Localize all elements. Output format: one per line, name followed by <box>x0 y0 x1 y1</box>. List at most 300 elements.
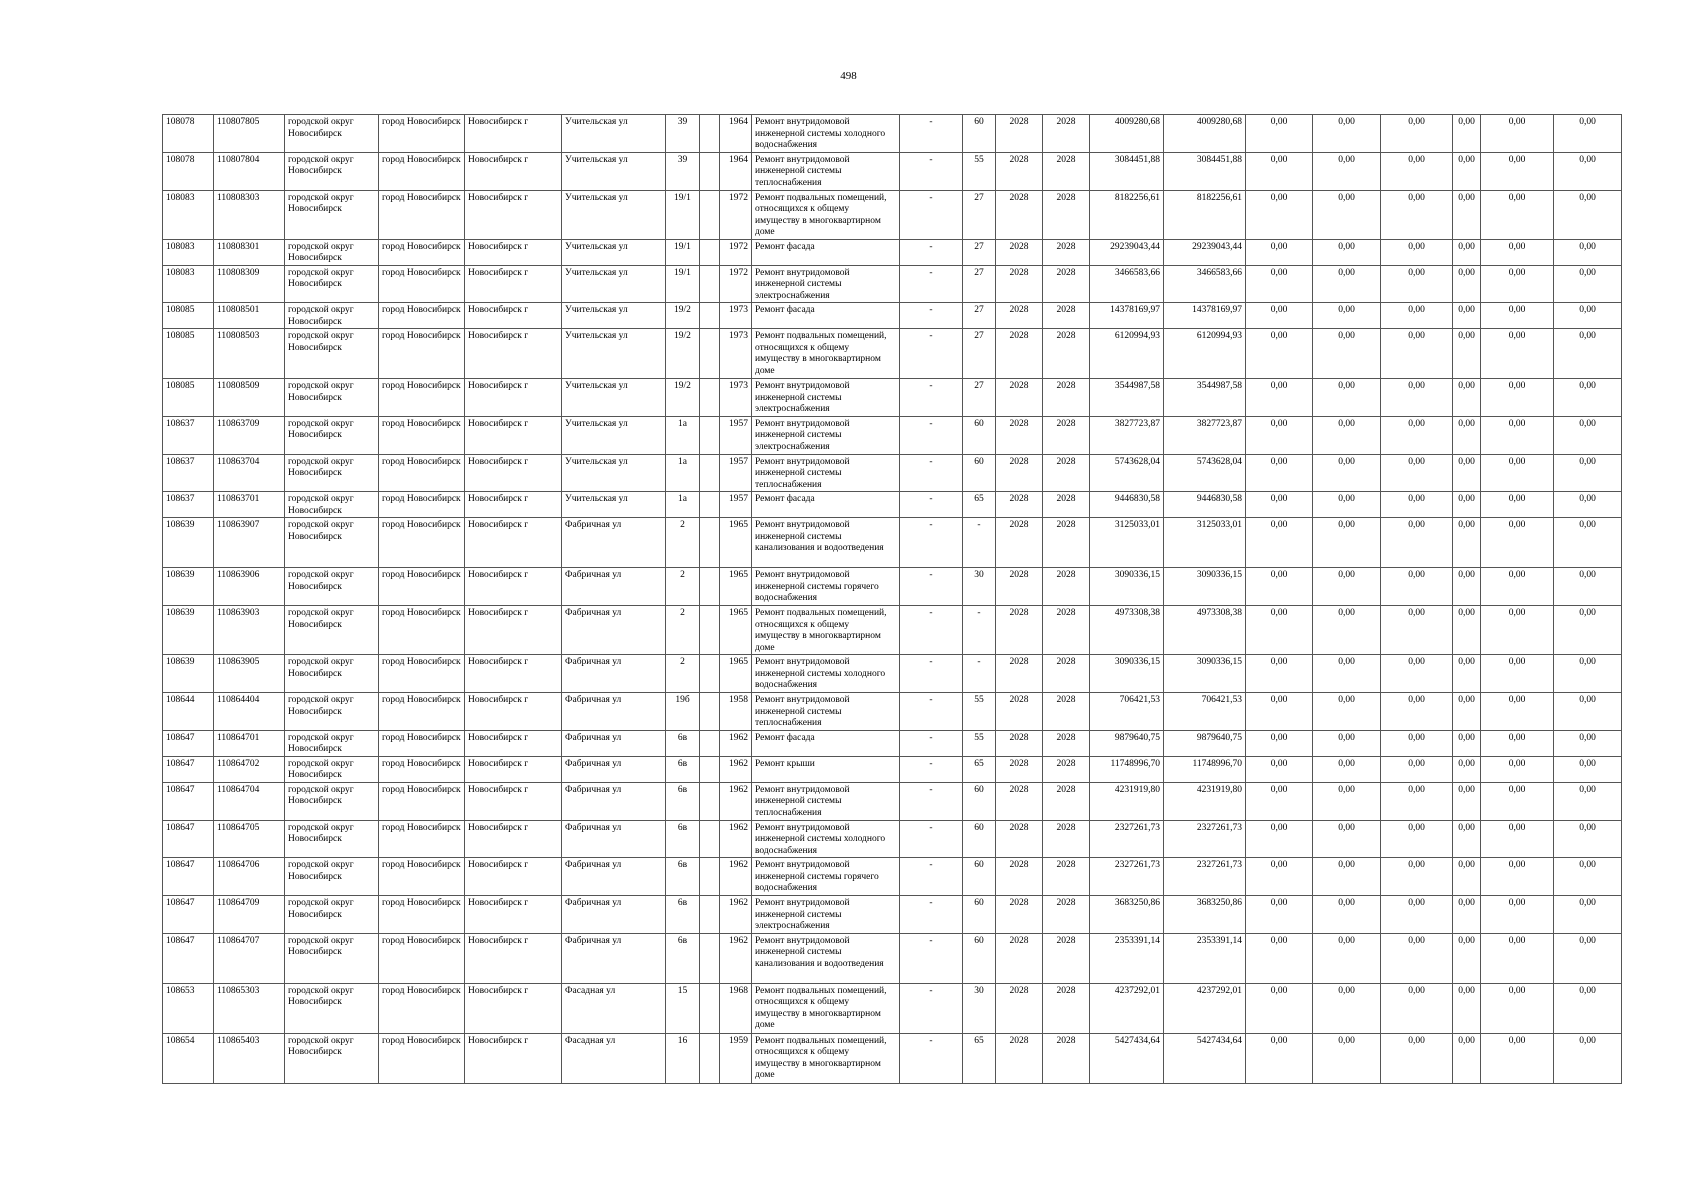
table-row <box>163 416 1622 454</box>
cell-settlement: город Новосибирск <box>379 655 465 693</box>
cell-amount-2: 0,00 <box>1313 115 1381 153</box>
cell-locality: Новосибирск г <box>465 416 562 454</box>
cell-work-type: Ремонт внутридомовой инженерной системы холодного водоснабжения <box>752 820 900 858</box>
cell-cost-total: 2327261,73 <box>1090 820 1164 858</box>
cell-house-id: 108639 <box>163 518 214 568</box>
cell-amount-3: 0,00 <box>1381 782 1453 820</box>
cell-amount-3: 0,00 <box>1381 820 1453 858</box>
cell-amount-4: 0,00 <box>1453 693 1481 731</box>
cell-cost-total: 4231919,80 <box>1090 782 1164 820</box>
table-row <box>163 858 1622 896</box>
cell-amount-6: 0,00 <box>1554 756 1622 782</box>
cell-year-plan: 2028 <box>996 693 1043 731</box>
cell-wear-percent: 30 <box>963 568 996 606</box>
cell-building <box>700 693 720 731</box>
cell-amount-1: 0,00 <box>1246 756 1313 782</box>
cell-settlement: город Новосибирск <box>379 933 465 983</box>
cell-cost-total: 5427434,64 <box>1090 1033 1164 1083</box>
cell-year-plan: 2028 <box>996 518 1043 568</box>
cell-wear-percent: 65 <box>963 756 996 782</box>
cell-cost-total: 11748996,70 <box>1090 756 1164 782</box>
table-row <box>163 492 1622 518</box>
cell-house-id: 108083 <box>163 239 214 265</box>
cell-cell-11: - <box>900 416 963 454</box>
table-row <box>163 329 1622 379</box>
cell-amount-5: 0,00 <box>1481 454 1554 492</box>
cell-house-id: 108647 <box>163 820 214 858</box>
cell-year-plan: 2028 <box>996 896 1043 934</box>
cell-building <box>700 265 720 303</box>
cell-cell-11: - <box>900 492 963 518</box>
cell-amount-3: 0,00 <box>1381 606 1453 655</box>
cell-year-built: 1972 <box>720 239 752 265</box>
cell-cell-11: - <box>900 239 963 265</box>
cell-house-number: 6в <box>666 858 700 896</box>
cell-settlement: город Новосибирск <box>379 303 465 329</box>
cell-building <box>700 115 720 153</box>
cell-year-plan: 2028 <box>996 492 1043 518</box>
cell-house-number: 2 <box>666 655 700 693</box>
cell-settlement: город Новосибирск <box>379 239 465 265</box>
cell-element-id: 110864701 <box>214 730 285 756</box>
cell-cost-planned: 2353391,14 <box>1164 933 1246 983</box>
cell-amount-3: 0,00 <box>1381 756 1453 782</box>
cell-street: Фабричная ул <box>562 518 666 568</box>
cell-amount-6: 0,00 <box>1554 416 1622 454</box>
cell-municipal-district: городской округ Новосибирск <box>285 152 379 190</box>
cell-year-plan: 2028 <box>996 190 1043 239</box>
cell-house-id: 108647 <box>163 896 214 934</box>
cell-cost-planned: 5743628,04 <box>1164 454 1246 492</box>
cell-municipal-district: городской округ Новосибирск <box>285 239 379 265</box>
cell-building <box>700 454 720 492</box>
cell-street: Фабричная ул <box>562 858 666 896</box>
cell-street: Учительская ул <box>562 239 666 265</box>
cell-amount-5: 0,00 <box>1481 693 1554 731</box>
cell-locality: Новосибирск г <box>465 782 562 820</box>
cell-street: Учительская ул <box>562 454 666 492</box>
cell-amount-5: 0,00 <box>1481 379 1554 417</box>
cell-year-plan: 2028 <box>996 303 1043 329</box>
cell-year-built: 1962 <box>720 820 752 858</box>
cell-year-plan: 2028 <box>996 329 1043 379</box>
cell-house-number: 19б <box>666 693 700 731</box>
cell-amount-5: 0,00 <box>1481 190 1554 239</box>
cell-municipal-district: городской округ Новосибирск <box>285 568 379 606</box>
cell-cell-11: - <box>900 730 963 756</box>
cell-house-number: 19/2 <box>666 379 700 417</box>
cell-amount-4: 0,00 <box>1453 933 1481 983</box>
cell-settlement: город Новосибирск <box>379 416 465 454</box>
cell-year-plan: 2028 <box>996 655 1043 693</box>
cell-house-number: 19/2 <box>666 303 700 329</box>
cell-settlement: город Новосибирск <box>379 858 465 896</box>
cell-locality: Новосибирск г <box>465 379 562 417</box>
cell-settlement: город Новосибирск <box>379 454 465 492</box>
cell-work-type: Ремонт внутридомовой инженерной системы холодного водоснабжения <box>752 115 900 153</box>
cell-street: Учительская ул <box>562 416 666 454</box>
cell-locality: Новосибирск г <box>465 265 562 303</box>
cell-street: Учительская ул <box>562 152 666 190</box>
cell-settlement: город Новосибирск <box>379 693 465 731</box>
cell-amount-3: 0,00 <box>1381 190 1453 239</box>
cell-amount-6: 0,00 <box>1554 518 1622 568</box>
cell-amount-1: 0,00 <box>1246 329 1313 379</box>
cell-street: Фабричная ул <box>562 896 666 934</box>
table-body <box>163 115 1622 1084</box>
cell-locality: Новосибирск г <box>465 190 562 239</box>
cell-municipal-district: городской округ Новосибирск <box>285 416 379 454</box>
cell-amount-5: 0,00 <box>1481 782 1554 820</box>
cell-year-plan: 2028 <box>996 933 1043 983</box>
cell-cell-11: - <box>900 303 963 329</box>
cell-house-number: 39 <box>666 152 700 190</box>
cell-municipal-district: городской округ Новосибирск <box>285 655 379 693</box>
cell-amount-5: 0,00 <box>1481 730 1554 756</box>
cell-amount-1: 0,00 <box>1246 416 1313 454</box>
cell-amount-2: 0,00 <box>1313 568 1381 606</box>
cell-year-built: 1972 <box>720 265 752 303</box>
cell-house-number: 2 <box>666 568 700 606</box>
cell-amount-1: 0,00 <box>1246 265 1313 303</box>
cell-street: Фабричная ул <box>562 730 666 756</box>
cell-street: Фабричная ул <box>562 756 666 782</box>
table-row <box>163 933 1622 983</box>
cell-amount-4: 0,00 <box>1453 782 1481 820</box>
cell-house-id: 108654 <box>163 1033 214 1083</box>
cell-building <box>700 152 720 190</box>
cell-wear-percent: 60 <box>963 858 996 896</box>
cell-house-id: 108085 <box>163 329 214 379</box>
cell-amount-1: 0,00 <box>1246 820 1313 858</box>
cell-element-id: 110864705 <box>214 820 285 858</box>
cell-year-actual: 2028 <box>1043 1033 1090 1083</box>
cell-element-id: 110864704 <box>214 782 285 820</box>
cell-amount-6: 0,00 <box>1554 568 1622 606</box>
cell-cost-planned: 4237292,01 <box>1164 983 1246 1033</box>
cell-cell-11: - <box>900 858 963 896</box>
cell-year-plan: 2028 <box>996 858 1043 896</box>
cell-work-type: Ремонт внутридомовой инженерной системы теплоснабжения <box>752 454 900 492</box>
cell-street: Фабричная ул <box>562 782 666 820</box>
cell-municipal-district: городской округ Новосибирск <box>285 454 379 492</box>
cell-year-plan: 2028 <box>996 416 1043 454</box>
cell-year-built: 1973 <box>720 329 752 379</box>
cell-wear-percent: 60 <box>963 416 996 454</box>
cell-amount-4: 0,00 <box>1453 265 1481 303</box>
cell-settlement: город Новосибирск <box>379 896 465 934</box>
cell-house-id: 108647 <box>163 756 214 782</box>
cell-amount-1: 0,00 <box>1246 518 1313 568</box>
cell-amount-3: 0,00 <box>1381 492 1453 518</box>
cell-amount-4: 0,00 <box>1453 606 1481 655</box>
cell-cost-total: 9879640,75 <box>1090 730 1164 756</box>
cell-year-built: 1962 <box>720 756 752 782</box>
cell-cell-11: - <box>900 152 963 190</box>
cell-amount-1: 0,00 <box>1246 782 1313 820</box>
cell-cell-11: - <box>900 1033 963 1083</box>
cell-wear-percent: 55 <box>963 152 996 190</box>
cell-locality: Новосибирск г <box>465 606 562 655</box>
cell-municipal-district: городской округ Новосибирск <box>285 983 379 1033</box>
cell-amount-2: 0,00 <box>1313 782 1381 820</box>
cell-cost-planned: 8182256,61 <box>1164 190 1246 239</box>
cell-cell-11: - <box>900 820 963 858</box>
cell-cell-11: - <box>900 115 963 153</box>
cell-amount-1: 0,00 <box>1246 379 1313 417</box>
cell-year-actual: 2028 <box>1043 492 1090 518</box>
cell-year-plan: 2028 <box>996 115 1043 153</box>
cell-cost-total: 3125033,01 <box>1090 518 1164 568</box>
table-row <box>163 820 1622 858</box>
cell-amount-4: 0,00 <box>1453 730 1481 756</box>
cell-wear-percent: 55 <box>963 730 996 756</box>
cell-wear-percent: - <box>963 518 996 568</box>
cell-amount-1: 0,00 <box>1246 655 1313 693</box>
cell-locality: Новосибирск г <box>465 329 562 379</box>
cell-amount-6: 0,00 <box>1554 492 1622 518</box>
cell-year-actual: 2028 <box>1043 518 1090 568</box>
cell-work-type: Ремонт подвальных помещений, относящихся к общему имуществу в многоквартирном доме <box>752 190 900 239</box>
cell-locality: Новосибирск г <box>465 858 562 896</box>
cell-element-id: 110808301 <box>214 239 285 265</box>
table-row <box>163 379 1622 417</box>
table-row <box>163 756 1622 782</box>
cell-cell-11: - <box>900 190 963 239</box>
cell-cost-total: 3090336,15 <box>1090 568 1164 606</box>
cell-year-built: 1958 <box>720 693 752 731</box>
cell-wear-percent: 65 <box>963 1033 996 1083</box>
cell-amount-2: 0,00 <box>1313 730 1381 756</box>
cell-year-plan: 2028 <box>996 568 1043 606</box>
table-row <box>163 1033 1622 1083</box>
cell-cost-total: 29239043,44 <box>1090 239 1164 265</box>
cell-municipal-district: городской округ Новосибирск <box>285 782 379 820</box>
cell-element-id: 110863903 <box>214 606 285 655</box>
cell-year-built: 1973 <box>720 303 752 329</box>
cell-settlement: город Новосибирск <box>379 115 465 153</box>
table-row <box>163 983 1622 1033</box>
cell-building <box>700 896 720 934</box>
cell-building <box>700 858 720 896</box>
cell-work-type: Ремонт фасада <box>752 239 900 265</box>
cell-settlement: город Новосибирск <box>379 492 465 518</box>
cell-locality: Новосибирск г <box>465 756 562 782</box>
cell-house-number: 6в <box>666 730 700 756</box>
cell-year-actual: 2028 <box>1043 693 1090 731</box>
cell-year-actual: 2028 <box>1043 730 1090 756</box>
cell-cost-planned: 3125033,01 <box>1164 518 1246 568</box>
cell-cost-planned: 3544987,58 <box>1164 379 1246 417</box>
cell-cell-11: - <box>900 454 963 492</box>
cell-cost-total: 3683250,86 <box>1090 896 1164 934</box>
cell-amount-2: 0,00 <box>1313 518 1381 568</box>
cell-amount-1: 0,00 <box>1246 239 1313 265</box>
cell-amount-4: 0,00 <box>1453 1033 1481 1083</box>
cell-house-id: 108637 <box>163 492 214 518</box>
cell-amount-3: 0,00 <box>1381 115 1453 153</box>
cell-building <box>700 190 720 239</box>
cell-element-id: 110808509 <box>214 379 285 417</box>
cell-house-id: 108083 <box>163 265 214 303</box>
cell-house-number: 19/1 <box>666 265 700 303</box>
cell-year-actual: 2028 <box>1043 303 1090 329</box>
cell-house-id: 108639 <box>163 606 214 655</box>
cell-year-built: 1965 <box>720 568 752 606</box>
cell-cost-total: 2327261,73 <box>1090 858 1164 896</box>
cell-building <box>700 416 720 454</box>
cell-settlement: город Новосибирск <box>379 983 465 1033</box>
cell-year-actual: 2028 <box>1043 190 1090 239</box>
cell-amount-1: 0,00 <box>1246 933 1313 983</box>
cell-amount-4: 0,00 <box>1453 518 1481 568</box>
cell-cost-total: 4973308,38 <box>1090 606 1164 655</box>
cell-municipal-district: городской округ Новосибирск <box>285 329 379 379</box>
cell-amount-2: 0,00 <box>1313 896 1381 934</box>
cell-wear-percent: 27 <box>963 265 996 303</box>
cell-cell-11: - <box>900 756 963 782</box>
cell-wear-percent: 27 <box>963 239 996 265</box>
cell-amount-2: 0,00 <box>1313 303 1381 329</box>
cell-house-number: 19/1 <box>666 239 700 265</box>
cell-year-actual: 2028 <box>1043 606 1090 655</box>
cell-year-plan: 2028 <box>996 454 1043 492</box>
cell-year-built: 1965 <box>720 606 752 655</box>
cell-municipal-district: городской округ Новосибирск <box>285 606 379 655</box>
cell-amount-1: 0,00 <box>1246 115 1313 153</box>
cell-cell-11: - <box>900 655 963 693</box>
cell-street: Учительская ул <box>562 115 666 153</box>
cell-element-id: 110863701 <box>214 492 285 518</box>
cell-wear-percent: 60 <box>963 782 996 820</box>
cell-work-type: Ремонт внутридомовой инженерной системы теплоснабжения <box>752 693 900 731</box>
cell-street: Фабричная ул <box>562 933 666 983</box>
cell-work-type: Ремонт фасада <box>752 303 900 329</box>
cell-amount-3: 0,00 <box>1381 303 1453 329</box>
cell-amount-6: 0,00 <box>1554 303 1622 329</box>
cell-work-type: Ремонт фасада <box>752 492 900 518</box>
cell-amount-3: 0,00 <box>1381 693 1453 731</box>
cell-settlement: город Новосибирск <box>379 820 465 858</box>
cell-locality: Новосибирск г <box>465 492 562 518</box>
table-row <box>163 606 1622 655</box>
cell-house-number: 16 <box>666 1033 700 1083</box>
cell-element-id: 110865303 <box>214 983 285 1033</box>
cell-municipal-district: городской округ Новосибирск <box>285 303 379 329</box>
cell-work-type: Ремонт внутридомовой инженерной системы электроснабжения <box>752 896 900 934</box>
cell-cost-planned: 9879640,75 <box>1164 730 1246 756</box>
cell-amount-1: 0,00 <box>1246 730 1313 756</box>
cell-year-actual: 2028 <box>1043 756 1090 782</box>
cell-municipal-district: городской округ Новосибирск <box>285 190 379 239</box>
cell-element-id: 110863709 <box>214 416 285 454</box>
cell-amount-1: 0,00 <box>1246 190 1313 239</box>
cell-wear-percent: 65 <box>963 492 996 518</box>
cell-wear-percent: 60 <box>963 454 996 492</box>
table-row <box>163 190 1622 239</box>
cell-work-type: Ремонт подвальных помещений, относящихся к общему имуществу в многоквартирном доме <box>752 606 900 655</box>
cell-element-id: 110808303 <box>214 190 285 239</box>
cell-element-id: 110863906 <box>214 568 285 606</box>
cell-cost-total: 5743628,04 <box>1090 454 1164 492</box>
cell-wear-percent: 60 <box>963 115 996 153</box>
cell-locality: Новосибирск г <box>465 820 562 858</box>
table-row <box>163 568 1622 606</box>
cell-work-type: Ремонт фасада <box>752 730 900 756</box>
cell-amount-6: 0,00 <box>1554 693 1622 731</box>
cell-amount-3: 0,00 <box>1381 983 1453 1033</box>
cell-amount-5: 0,00 <box>1481 655 1554 693</box>
cell-amount-4: 0,00 <box>1453 239 1481 265</box>
cell-year-plan: 2028 <box>996 756 1043 782</box>
cell-street: Фабричная ул <box>562 568 666 606</box>
cell-street: Фабричная ул <box>562 606 666 655</box>
cell-amount-3: 0,00 <box>1381 730 1453 756</box>
cell-amount-6: 0,00 <box>1554 933 1622 983</box>
cell-cost-planned: 5427434,64 <box>1164 1033 1246 1083</box>
cell-municipal-district: городской округ Новосибирск <box>285 1033 379 1083</box>
cell-year-plan: 2028 <box>996 152 1043 190</box>
cell-street: Учительская ул <box>562 265 666 303</box>
cell-locality: Новосибирск г <box>465 655 562 693</box>
cell-building <box>700 983 720 1033</box>
cell-street: Фабричная ул <box>562 655 666 693</box>
cell-house-number: 6в <box>666 782 700 820</box>
cell-amount-6: 0,00 <box>1554 239 1622 265</box>
cell-work-type: Ремонт внутридомовой инженерной системы электроснабжения <box>752 265 900 303</box>
cell-wear-percent: 55 <box>963 693 996 731</box>
cell-amount-3: 0,00 <box>1381 329 1453 379</box>
cell-settlement: город Новосибирск <box>379 730 465 756</box>
cell-municipal-district: городской округ Новосибирск <box>285 820 379 858</box>
cell-cost-planned: 4231919,80 <box>1164 782 1246 820</box>
cell-building <box>700 730 720 756</box>
cell-amount-2: 0,00 <box>1313 1033 1381 1083</box>
cell-settlement: город Новосибирск <box>379 190 465 239</box>
cell-municipal-district: городской округ Новосибирск <box>285 933 379 983</box>
cell-amount-4: 0,00 <box>1453 416 1481 454</box>
cell-element-id: 110864702 <box>214 756 285 782</box>
cell-cost-planned: 29239043,44 <box>1164 239 1246 265</box>
cell-work-type: Ремонт внутридомовой инженерной системы электроснабжения <box>752 416 900 454</box>
cell-building <box>700 518 720 568</box>
cell-street: Учительская ул <box>562 329 666 379</box>
cell-year-plan: 2028 <box>996 265 1043 303</box>
cell-year-plan: 2028 <box>996 239 1043 265</box>
cell-year-built: 1957 <box>720 492 752 518</box>
cell-house-id: 108644 <box>163 693 214 731</box>
cell-house-number: 15 <box>666 983 700 1033</box>
cell-house-id: 108647 <box>163 858 214 896</box>
cell-year-actual: 2028 <box>1043 782 1090 820</box>
cell-amount-6: 0,00 <box>1554 858 1622 896</box>
cell-cost-total: 3084451,88 <box>1090 152 1164 190</box>
cell-year-actual: 2028 <box>1043 568 1090 606</box>
cell-wear-percent: - <box>963 655 996 693</box>
cell-amount-4: 0,00 <box>1453 379 1481 417</box>
cell-house-id: 108647 <box>163 730 214 756</box>
cell-amount-6: 0,00 <box>1554 329 1622 379</box>
cell-building <box>700 568 720 606</box>
cell-year-built: 1964 <box>720 152 752 190</box>
cell-cost-planned: 706421,53 <box>1164 693 1246 731</box>
cell-building <box>700 820 720 858</box>
cell-year-actual: 2028 <box>1043 416 1090 454</box>
cell-amount-3: 0,00 <box>1381 416 1453 454</box>
cell-amount-3: 0,00 <box>1381 655 1453 693</box>
cell-wear-percent: 27 <box>963 379 996 417</box>
cell-work-type: Ремонт внутридомовой инженерной системы горячего водоснабжения <box>752 858 900 896</box>
